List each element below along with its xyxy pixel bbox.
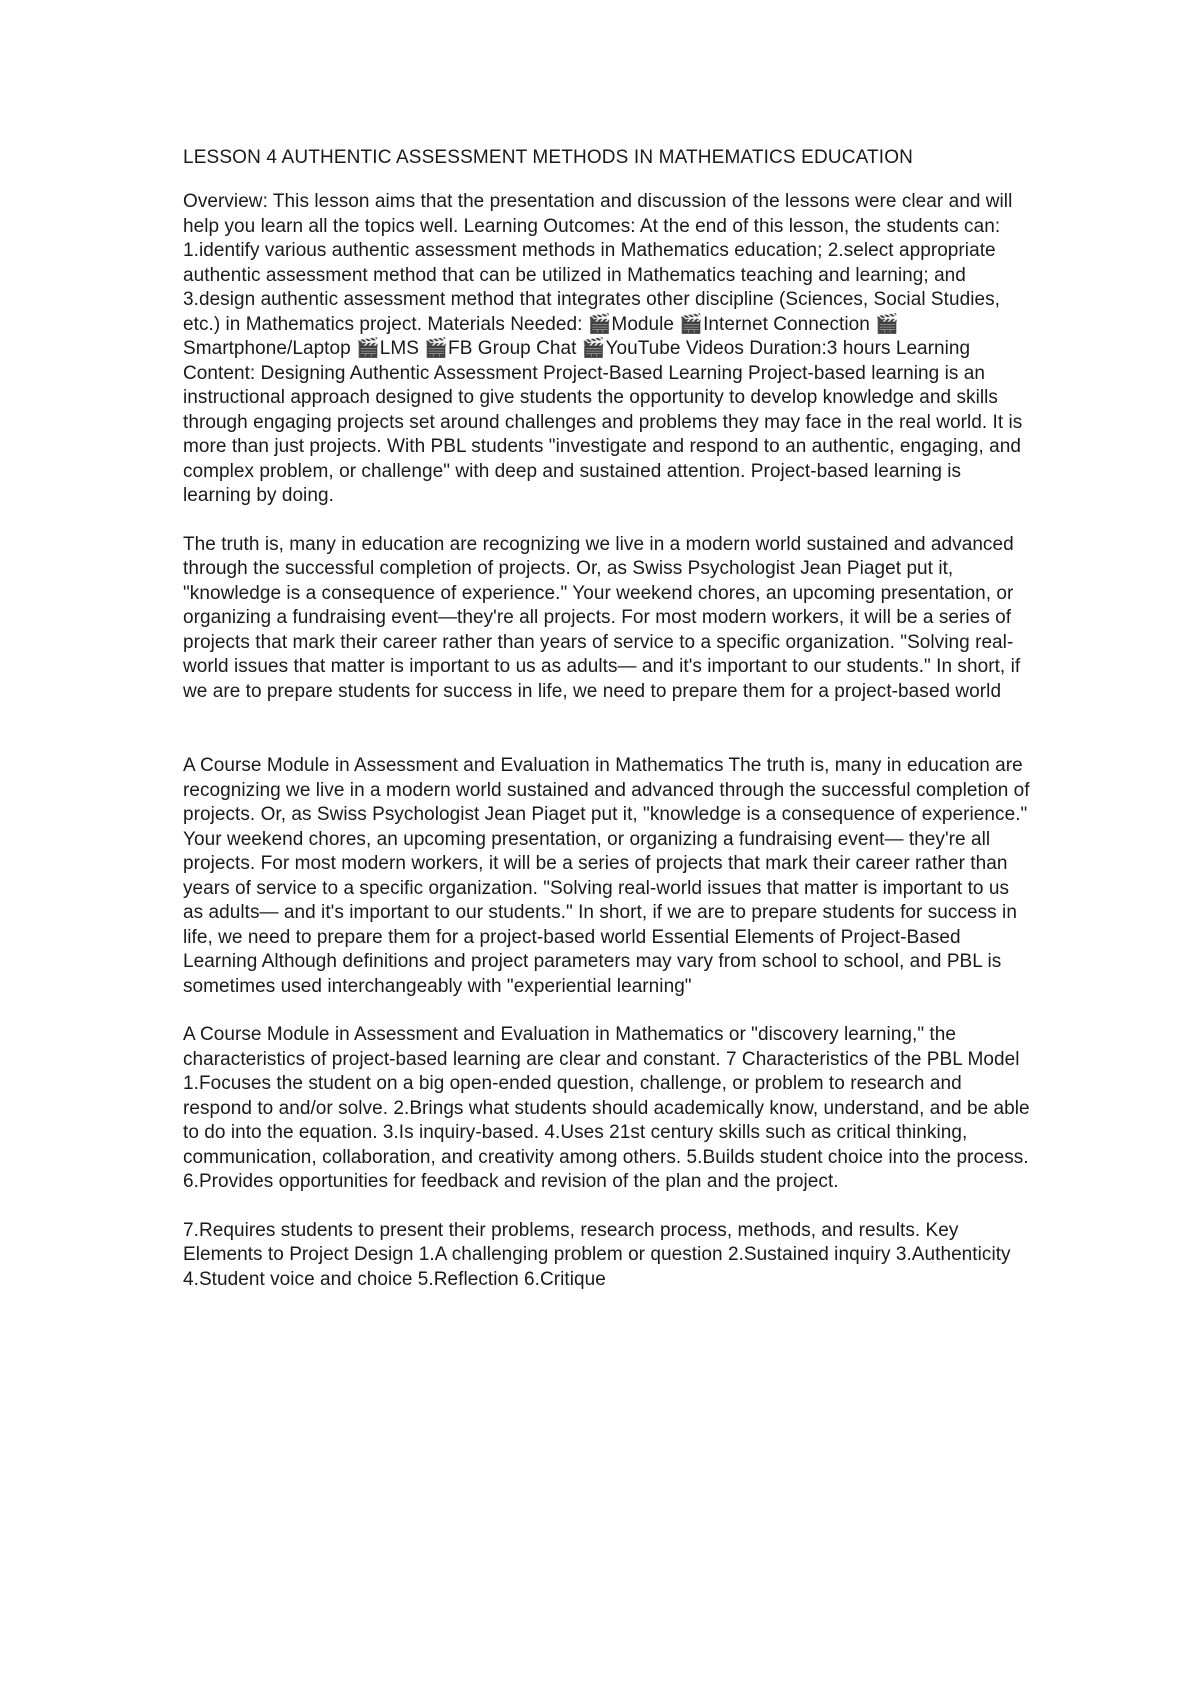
- pbl-characteristics-paragraph: A Course Module in Assessment and Evaluation in Mathematics or "discovery learning," the characteristics of project-based learning are clear and constant. 7 Characteristics of the PBL Model 1.Focuses the student on a big open-ended question, challenge, or problem to research and respond to and/or solve. 2.Brings what students should academically know, understand, and be able to do into the equation. 3.Is inquiry-based. 4.Uses 21st century skills such as critical thinking, communication, collaboration, and creativity among others. 5.Builds student choice into the process. 6.Provides opportunities for feedback and revision of the plan and the project.: [183, 1024, 1030, 1192]
- truth-paragraph: The truth is, many in education are recognizing we live in a modern world sustained and advanced through the successful completion of projects. Or, as Swiss Psychologist Jean Piaget put it, "knowledge is a consequence of experience." Your weekend chores, an upcoming presentation, or organizing a fundraising event—they're all projects. For most modern workers, it will be a series of projects that mark their career rather than years of service to a specific organization. "Solving real-world issues that matter is important to us as adults— and it's important to our students." In short, if we are to prepare students for success in life, we need to prepare them for a project-based world: [183, 533, 1021, 702]
- course-module-paragraph: A Course Module in Assessment and Evaluation in Mathematics The truth is, many in education are recognizing we live in a modern world sustained and advanced through the successful completion of projects. Or, as Swiss Psychologist Jean Piaget put it, "knowledge is a consequence of experience." Your weekend chores, an upcoming presentation, or organizing a fundraising event— they're all projects. For most modern workers, it will be a series of projects that mark their career rather than years of service to a specific organization. "Solving real-world issues that matter is important to us as adults— and it's important to our students." In short, if we are to prepare students for success in life, we need to prepare them for a project-based world Essential Elements of Project-Based Learning Although definitions and project parameters may vary from school to school, and PBL is sometimes used interchangeably with "experiential learning": [183, 755, 1030, 997]
- overview-paragraph: Overview: This lesson aims that the presentation and discussion of the lessons were clear and will help you learn all the topics well. Learning Outcomes: At the end of this lesson, the students can: 1.identify various authentic assessment methods in Mathematics education; 2.select appropriate authentic assessment method that can be utilized in Mathematics teaching and learning; and 3.design authentic assessment method that integrates other discipline (Sciences, Social Studies, etc.) in Mathematics project. Materials Needed: 🎬Module 🎬Internet Connection 🎬Smartphone/Laptop 🎬LMS 🎬FB Group Chat 🎬YouTube Videos Duration:3 hours Learning Content: Designing Authentic Assessment Project-Based Learning Project-based learning is an instructional approach designed to give students the opportunity to develop knowledge and skills through engaging projects set around challenges and problems they may face in the real world. It is more than just projects. With PBL students "investigate and respond to an authentic, engaging, and complex problem, or challenge" with deep and sustained attention. Project-based learning is learning by doing.: [183, 191, 1023, 506]
- lesson-title: LESSON 4 AUTHENTIC ASSESSMENT METHODS IN MATHEMATICS EDUCATION: [183, 147, 913, 168]
- document-body: [183, 146, 1033, 1292]
- key-elements-paragraph: 7.Requires students to present their problems, research process, methods, and results. Key Elements to Project Design 1.A challenging problem or question 2.Sustained inquiry 3.Authenticity 4.Student voice and choice 5.Reflection 6.Critique: [183, 1219, 1011, 1290]
